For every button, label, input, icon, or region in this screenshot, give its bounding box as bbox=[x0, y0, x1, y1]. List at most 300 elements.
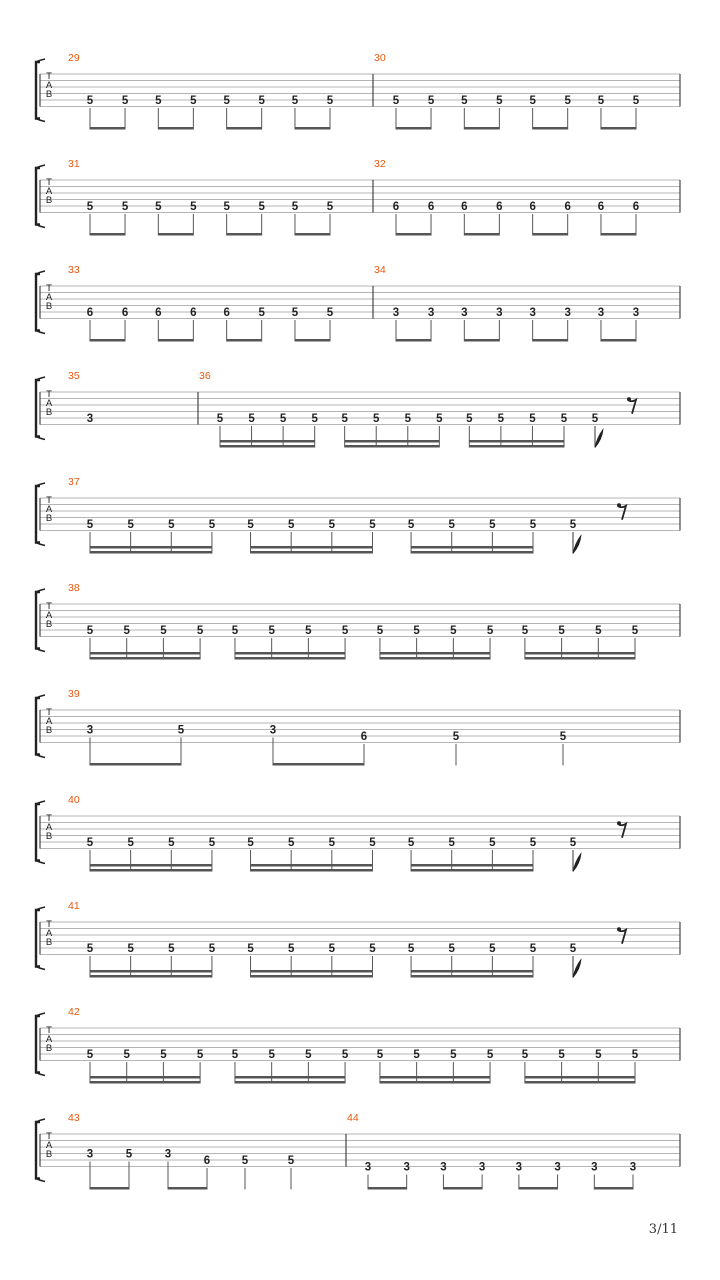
note-beam bbox=[380, 1081, 490, 1084]
note-beam bbox=[396, 127, 431, 130]
fret-number: 5 bbox=[376, 625, 384, 637]
fret-number: 5 bbox=[231, 1049, 239, 1061]
note-beam bbox=[251, 970, 373, 973]
note-beam bbox=[235, 1076, 345, 1079]
system-bracket bbox=[36, 1122, 40, 1179]
system-bracket bbox=[36, 910, 40, 967]
fret-number: 5 bbox=[529, 95, 536, 107]
tab-clef-letter: B bbox=[45, 937, 53, 948]
fret-number: 5 bbox=[404, 413, 411, 425]
fret-number: 5 bbox=[436, 413, 443, 425]
note-beam bbox=[235, 652, 345, 655]
note-beam bbox=[220, 440, 315, 443]
tab-system bbox=[36, 370, 680, 448]
fret-number: 5 bbox=[466, 413, 473, 425]
tab-clef-letter: T bbox=[46, 919, 52, 930]
tab-clef-letter: B bbox=[45, 619, 53, 630]
tab-clef-letter: A bbox=[45, 928, 53, 939]
fret-number: 5 bbox=[291, 95, 299, 107]
fret-number: 5 bbox=[461, 95, 468, 107]
fret-number: 5 bbox=[86, 95, 94, 107]
note-beam bbox=[90, 657, 200, 660]
fret-number: 5 bbox=[559, 731, 567, 743]
fret-number: 5 bbox=[413, 625, 420, 637]
fret-number: 5 bbox=[373, 413, 380, 425]
fret-number: 5 bbox=[560, 413, 568, 425]
fret-number: 5 bbox=[569, 837, 577, 849]
system-bracket bbox=[36, 62, 40, 119]
tab-system bbox=[36, 794, 680, 872]
note-beam bbox=[90, 339, 125, 342]
fret-number: 3 bbox=[478, 1161, 486, 1174]
note-beam bbox=[251, 869, 373, 872]
note-beam bbox=[533, 127, 568, 130]
tab-clef-letter: B bbox=[45, 89, 53, 100]
fret-number: 5 bbox=[247, 837, 254, 849]
fret-number: 5 bbox=[86, 625, 94, 637]
measure-number: 43 bbox=[68, 1112, 80, 1124]
system-bracket bbox=[36, 168, 40, 225]
fret-number: 5 bbox=[121, 95, 129, 107]
fret-number: 5 bbox=[268, 1049, 275, 1061]
tab-clef-letter: B bbox=[45, 195, 53, 206]
fret-number: 5 bbox=[208, 519, 216, 531]
tab-clef-letter: A bbox=[45, 504, 53, 515]
fret-number: 5 bbox=[223, 201, 230, 213]
fret-number: 5 bbox=[287, 943, 295, 955]
measure-number: 38 bbox=[68, 582, 80, 594]
fret-number: 5 bbox=[407, 943, 415, 955]
note-beam bbox=[227, 127, 262, 130]
note-beam bbox=[396, 233, 431, 236]
fret-number: 5 bbox=[521, 625, 529, 637]
fret-number: 5 bbox=[208, 837, 216, 849]
note-beam bbox=[168, 1187, 207, 1190]
fret-number: 3 bbox=[403, 1161, 410, 1174]
tab-clef-letter: A bbox=[45, 822, 53, 833]
fret-number: 3 bbox=[629, 1161, 637, 1174]
fret-number: 5 bbox=[127, 943, 134, 955]
note-beam bbox=[469, 445, 564, 448]
fret-number: 5 bbox=[392, 95, 400, 107]
fret-number: 5 bbox=[247, 943, 254, 955]
fret-number: 5 bbox=[341, 1049, 349, 1061]
fret-number: 5 bbox=[190, 201, 197, 213]
fret-number: 5 bbox=[190, 95, 197, 107]
fret-number: 5 bbox=[496, 95, 503, 107]
tab-clef-letter: T bbox=[46, 601, 52, 612]
fret-number: 5 bbox=[595, 625, 602, 637]
note-flag bbox=[573, 854, 581, 872]
note-beam bbox=[380, 652, 490, 655]
note-beam bbox=[525, 652, 635, 655]
page-number: 3/11 bbox=[648, 1222, 678, 1237]
note-beam bbox=[90, 970, 212, 973]
fret-number: 5 bbox=[160, 1049, 167, 1061]
note-beam bbox=[90, 127, 125, 130]
fret-number: 5 bbox=[231, 625, 239, 637]
fret-number: 3 bbox=[632, 307, 640, 319]
note-beam bbox=[411, 975, 533, 978]
measure-number: 30 bbox=[374, 52, 386, 64]
tab-system bbox=[36, 1112, 680, 1190]
note-beam bbox=[295, 233, 330, 236]
fret-number: 5 bbox=[287, 1155, 295, 1167]
fret-number: 5 bbox=[223, 95, 230, 107]
note-beam bbox=[90, 1076, 200, 1079]
measure-number: 31 bbox=[68, 158, 80, 170]
tab-system bbox=[36, 158, 680, 236]
fret-number: 5 bbox=[247, 519, 254, 531]
fret-number: 3 bbox=[164, 1148, 172, 1161]
note-beam bbox=[235, 1081, 345, 1084]
note-flag bbox=[595, 430, 603, 448]
fret-number: 5 bbox=[564, 95, 571, 107]
tab-system bbox=[36, 582, 680, 660]
fret-number: 5 bbox=[597, 95, 605, 107]
tab-clef-letter: A bbox=[45, 398, 53, 409]
fret-number: 5 bbox=[196, 1049, 204, 1061]
fret-number: 3 bbox=[529, 307, 536, 319]
fret-number: 5 bbox=[258, 95, 265, 107]
tab-clef-letter: T bbox=[46, 1025, 52, 1036]
fret-number: 5 bbox=[291, 307, 299, 319]
note-beam bbox=[90, 763, 181, 766]
fret-number: 6 bbox=[427, 201, 435, 213]
note-beam bbox=[533, 339, 568, 342]
note-beam bbox=[443, 1187, 482, 1190]
fret-number: 6 bbox=[190, 307, 197, 319]
fret-number: 6 bbox=[203, 1155, 211, 1167]
fret-number: 5 bbox=[521, 1049, 529, 1061]
note-beam bbox=[345, 440, 440, 443]
note-beam bbox=[411, 864, 533, 867]
note-flag bbox=[573, 536, 581, 554]
measure-number: 36 bbox=[199, 370, 211, 382]
measure-number: 44 bbox=[347, 1112, 359, 1124]
note-beam bbox=[90, 869, 212, 872]
note-beam bbox=[90, 1187, 129, 1190]
fret-number: 6 bbox=[632, 201, 640, 213]
note-beam bbox=[251, 864, 373, 867]
tab-clef-letter: B bbox=[45, 1149, 53, 1160]
measure-number: 40 bbox=[68, 794, 80, 806]
measure-number: 33 bbox=[68, 264, 80, 276]
fret-number: 5 bbox=[369, 837, 376, 849]
measure-number: 35 bbox=[68, 370, 80, 382]
measure-number: 37 bbox=[68, 476, 80, 488]
note-beam bbox=[411, 869, 533, 872]
measure-number: 41 bbox=[68, 900, 80, 912]
note-beam bbox=[464, 127, 499, 130]
fret-number: 5 bbox=[86, 1049, 94, 1061]
fret-number: 3 bbox=[440, 1161, 447, 1174]
note-beam bbox=[251, 546, 373, 549]
fret-number: 5 bbox=[413, 1049, 420, 1061]
tab-clef-letter: B bbox=[45, 513, 53, 524]
fret-number: 5 bbox=[123, 1049, 130, 1061]
tab-system bbox=[36, 264, 680, 342]
fret-number: 5 bbox=[448, 519, 455, 531]
fret-number: 5 bbox=[529, 519, 537, 531]
note-flag bbox=[573, 960, 581, 978]
fret-number: 6 bbox=[223, 307, 230, 319]
note-beam bbox=[396, 339, 431, 342]
tab-clef-letter: B bbox=[45, 725, 53, 736]
note-beam bbox=[601, 339, 636, 342]
tab-clef-letter: T bbox=[46, 389, 52, 400]
fret-number: 5 bbox=[125, 1148, 133, 1161]
note-beam bbox=[90, 551, 212, 554]
note-beam bbox=[220, 445, 315, 448]
fret-number: 5 bbox=[529, 837, 537, 849]
fret-number: 5 bbox=[328, 519, 336, 531]
fret-number: 5 bbox=[196, 625, 204, 637]
measure-number: 39 bbox=[68, 688, 80, 700]
fret-number: 5 bbox=[311, 413, 318, 425]
fret-number: 5 bbox=[155, 201, 162, 213]
fret-number: 5 bbox=[291, 201, 299, 213]
note-beam bbox=[273, 763, 364, 766]
note-beam bbox=[519, 1187, 558, 1190]
tab-system bbox=[36, 52, 680, 130]
fret-number: 5 bbox=[448, 943, 455, 955]
fret-number: 5 bbox=[177, 724, 185, 737]
fret-number: 5 bbox=[248, 413, 255, 425]
fret-number: 5 bbox=[268, 625, 275, 637]
fret-number: 5 bbox=[369, 519, 376, 531]
fret-number: 5 bbox=[452, 731, 460, 743]
fret-number: 6 bbox=[155, 307, 162, 319]
fret-number: 5 bbox=[631, 625, 639, 637]
fret-number: 6 bbox=[392, 201, 400, 213]
fret-number: 5 bbox=[450, 625, 457, 637]
fret-number: 5 bbox=[448, 837, 455, 849]
tab-clef-letter: A bbox=[45, 1034, 53, 1045]
fret-number: 5 bbox=[489, 943, 496, 955]
system-bracket bbox=[36, 380, 40, 437]
fret-number: 5 bbox=[208, 943, 216, 955]
note-beam bbox=[345, 445, 440, 448]
tab-clef-letter: T bbox=[46, 495, 52, 506]
fret-number: 6 bbox=[597, 201, 605, 213]
fret-number: 3 bbox=[591, 1161, 598, 1174]
fret-number: 5 bbox=[86, 519, 94, 531]
fret-number: 3 bbox=[461, 307, 468, 319]
note-beam bbox=[90, 864, 212, 867]
note-beam bbox=[227, 339, 262, 342]
measure-number: 42 bbox=[68, 1006, 80, 1018]
tab-clef-letter: B bbox=[45, 407, 53, 418]
note-beam bbox=[411, 970, 533, 973]
note-beam bbox=[368, 1187, 407, 1190]
fret-number: 5 bbox=[558, 1049, 565, 1061]
fret-number: 5 bbox=[631, 1049, 639, 1061]
fret-number: 6 bbox=[564, 201, 571, 213]
fret-number: 5 bbox=[569, 519, 577, 531]
fret-number: 5 bbox=[326, 307, 334, 319]
fret-number: 3 bbox=[597, 307, 605, 319]
note-beam bbox=[380, 657, 490, 660]
fret-number: 3 bbox=[564, 307, 571, 319]
fret-number: 5 bbox=[376, 1049, 384, 1061]
tab-clef-letter: A bbox=[45, 186, 53, 197]
fret-number: 5 bbox=[86, 837, 94, 849]
fret-number: 3 bbox=[427, 307, 435, 319]
fret-number: 5 bbox=[258, 201, 265, 213]
tab-clef-letter: T bbox=[46, 71, 52, 82]
fret-number: 5 bbox=[427, 95, 435, 107]
measure-number: 29 bbox=[68, 52, 80, 64]
eighth-rest-dot bbox=[617, 927, 621, 931]
tab-clef-letter: T bbox=[46, 1131, 52, 1142]
fret-number: 3 bbox=[392, 307, 400, 319]
note-beam bbox=[90, 546, 212, 549]
measure-number: 32 bbox=[374, 158, 386, 170]
note-beam bbox=[525, 1081, 635, 1084]
note-beam bbox=[158, 233, 193, 236]
tab-clef-letter: A bbox=[45, 292, 53, 303]
tab-clef-letter: A bbox=[45, 80, 53, 91]
tab-clef-letter: T bbox=[46, 283, 52, 294]
note-beam bbox=[411, 546, 533, 549]
fret-number: 5 bbox=[407, 837, 415, 849]
fret-number: 5 bbox=[632, 95, 640, 107]
system-bracket bbox=[36, 698, 40, 755]
system-bracket bbox=[36, 1016, 40, 1073]
note-beam bbox=[295, 127, 330, 130]
fret-number: 5 bbox=[279, 413, 287, 425]
eighth-rest-dot bbox=[627, 397, 631, 401]
note-beam bbox=[90, 652, 200, 655]
system-bracket bbox=[36, 486, 40, 543]
fret-number: 5 bbox=[558, 625, 565, 637]
fret-number: 3 bbox=[496, 307, 503, 319]
fret-number: 6 bbox=[461, 201, 468, 213]
tab-clef-letter: T bbox=[46, 177, 52, 188]
measure-number: 34 bbox=[374, 264, 386, 276]
fret-number: 5 bbox=[258, 307, 265, 319]
note-beam bbox=[469, 440, 564, 443]
fret-number: 5 bbox=[216, 413, 224, 425]
tab-clef-letter: T bbox=[46, 707, 52, 718]
fret-number: 6 bbox=[529, 201, 536, 213]
fret-number: 5 bbox=[450, 1049, 457, 1061]
note-beam bbox=[464, 339, 499, 342]
note-beam bbox=[90, 233, 125, 236]
fret-number: 3 bbox=[554, 1161, 561, 1174]
fret-number: 3 bbox=[515, 1161, 523, 1174]
fret-number: 5 bbox=[569, 943, 577, 955]
fret-number: 6 bbox=[496, 201, 503, 213]
fret-number: 6 bbox=[121, 307, 129, 319]
fret-number: 5 bbox=[489, 519, 496, 531]
note-beam bbox=[227, 233, 262, 236]
fret-number: 5 bbox=[407, 519, 415, 531]
fret-number: 5 bbox=[486, 1049, 494, 1061]
fret-number: 5 bbox=[328, 943, 336, 955]
tab-system bbox=[36, 688, 680, 766]
fret-number: 5 bbox=[305, 625, 312, 637]
fret-number: 3 bbox=[86, 1148, 94, 1161]
fret-number: 5 bbox=[326, 201, 334, 213]
note-beam bbox=[158, 127, 193, 130]
note-beam bbox=[90, 975, 212, 978]
tab-clef-letter: A bbox=[45, 716, 53, 727]
tab-clef-letter: B bbox=[45, 301, 53, 312]
note-beam bbox=[251, 551, 373, 554]
note-beam bbox=[601, 127, 636, 130]
note-beam bbox=[158, 339, 193, 342]
fret-number: 5 bbox=[168, 519, 175, 531]
fret-number: 5 bbox=[121, 201, 129, 213]
fret-number: 5 bbox=[155, 95, 162, 107]
fret-number: 3 bbox=[269, 724, 277, 737]
fret-number: 6 bbox=[86, 307, 94, 319]
tab-system bbox=[36, 476, 680, 554]
fret-number: 5 bbox=[123, 625, 130, 637]
tab-clef-letter: A bbox=[45, 1140, 53, 1151]
fret-number: 5 bbox=[127, 837, 134, 849]
note-beam bbox=[380, 1076, 490, 1079]
fret-number: 5 bbox=[287, 837, 295, 849]
system-bracket bbox=[36, 804, 40, 861]
eighth-rest-dot bbox=[617, 821, 621, 825]
fret-number: 5 bbox=[341, 413, 348, 425]
note-beam bbox=[251, 975, 373, 978]
fret-number: 5 bbox=[326, 95, 334, 107]
note-beam bbox=[411, 551, 533, 554]
fret-number: 5 bbox=[591, 413, 599, 425]
fret-number: 3 bbox=[86, 413, 94, 425]
tab-clef-letter: B bbox=[45, 1043, 53, 1054]
note-beam bbox=[90, 1081, 200, 1084]
system-bracket bbox=[36, 274, 40, 331]
fret-number: 5 bbox=[168, 837, 175, 849]
tab-clef-letter: B bbox=[45, 831, 53, 842]
fret-number: 3 bbox=[86, 724, 94, 737]
note-beam bbox=[464, 233, 499, 236]
fret-number: 5 bbox=[168, 943, 175, 955]
note-beam bbox=[295, 339, 330, 342]
fret-number: 5 bbox=[489, 837, 496, 849]
fret-number: 5 bbox=[328, 837, 336, 849]
tab-clef-letter: A bbox=[45, 610, 53, 621]
fret-number: 5 bbox=[127, 519, 134, 531]
tab-clef-letter: T bbox=[46, 813, 52, 824]
fret-number: 5 bbox=[497, 413, 505, 425]
tab-system bbox=[36, 900, 680, 978]
fret-number: 5 bbox=[241, 1155, 249, 1167]
fret-number: 5 bbox=[486, 625, 494, 637]
tab-system bbox=[36, 1006, 680, 1084]
note-beam bbox=[525, 1076, 635, 1079]
fret-number: 5 bbox=[86, 201, 94, 213]
note-beam bbox=[525, 657, 635, 660]
fret-number: 3 bbox=[364, 1161, 372, 1174]
note-beam bbox=[533, 233, 568, 236]
fret-number: 5 bbox=[369, 943, 376, 955]
note-beam bbox=[594, 1187, 633, 1190]
fret-number: 5 bbox=[341, 625, 349, 637]
fret-number: 5 bbox=[595, 1049, 602, 1061]
fret-number: 5 bbox=[529, 943, 537, 955]
system-bracket bbox=[36, 592, 40, 649]
fret-number: 5 bbox=[160, 625, 167, 637]
eighth-rest-dot bbox=[617, 503, 621, 507]
fret-number: 5 bbox=[529, 413, 536, 425]
fret-number: 5 bbox=[305, 1049, 312, 1061]
